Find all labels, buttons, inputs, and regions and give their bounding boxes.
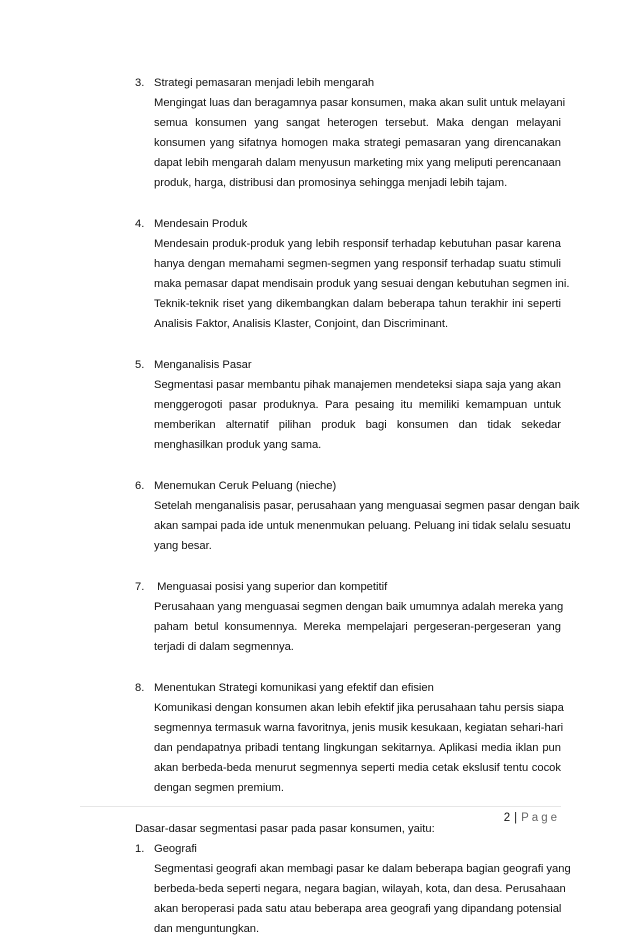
text-line: semua konsumen yang sangat heterogen tersebut. Maka dengan melayani — [154, 117, 561, 129]
footer-divider — [80, 806, 561, 807]
item-number: 7. — [135, 581, 145, 593]
text-line: Teknik-teknik riset yang dikembangkan dalam beberapa tahun terakhir ini seperti — [154, 298, 561, 310]
text-line: berbeda-beda seperti negara, negara bagian, wilayah, kota, dan desa. Perusahaan — [154, 883, 566, 895]
item-body — [154, 698, 564, 798]
item-body — [154, 859, 571, 939]
text-line: memberikan alternatif pilihan produk bagi konsumen dan tidak sekedar — [154, 419, 561, 431]
text-line: yang besar. — [154, 540, 212, 552]
text-line: segmennya termasuk warna favoritnya, jenis musik kesukaan, kegiatan sehari-hari — [154, 722, 564, 734]
list-item — [135, 839, 571, 939]
text-line: Komunikasi dengan konsumen akan lebih efektif jika perusahaan tahu persis siapa — [154, 702, 564, 714]
text-line: dengan segmen premium. — [154, 782, 284, 794]
item-title: Geografi — [154, 843, 197, 855]
page-footer — [504, 812, 560, 824]
text-line: menggerogoti pasar produknya. Para pesaing itu memiliki kemampuan untuk — [154, 399, 561, 411]
page-label: Page — [521, 812, 560, 824]
item-title: Menganalisis Pasar — [154, 359, 252, 371]
text-line: akan beroperasi pada satu atau beberapa area geografi yang dipandang potensial — [154, 903, 562, 915]
text-line: terjadi di dalam segmennya. — [154, 641, 294, 653]
item-body — [154, 597, 564, 657]
page-content — [135, 73, 580, 939]
list-item — [135, 73, 566, 193]
text-line: akan sampai pada ide untuk menenmukan peluang. Peluang ini tidak selalu sesuatu — [154, 520, 571, 532]
text-line: Analisis Faktor, Analisis Klaster, Conjoint, dan Discriminant. — [154, 318, 449, 330]
page-number: 2 — [503, 812, 511, 824]
section-intro: Dasar-dasar segmentasi pasar pada pasar konsumen, yaitu: — [135, 823, 435, 835]
list-item — [135, 476, 580, 556]
item-number: 8. — [135, 682, 145, 694]
text-line: produk, harga, distribusi dan promosinya sehingga menjadi lebih tajam. — [154, 177, 508, 189]
text-line: dan pendapatnya pribadi tentang lingkungan sekitarnya. Aplikasi media iklan pun — [154, 742, 561, 754]
item-body — [154, 93, 566, 193]
footer-separator: | — [514, 812, 518, 824]
list-item — [135, 355, 561, 455]
item-title: Menemukan Ceruk Peluang (nieche) — [154, 480, 337, 492]
item-number: 5. — [135, 359, 145, 371]
text-line: konsumen yang sifatnya homogen maka strategi pemasaran yang direncanakan — [154, 137, 561, 149]
item-body — [154, 375, 561, 455]
text-line: maka pemasar dapat mendisain produk yang sesuai dengan kebutuhan segmen ini. — [154, 278, 570, 290]
item-title: Strategi pemasaran menjadi lebih mengarah — [154, 77, 375, 89]
text-line: Segmentasi pasar membantu pihak manajemen mendeteksi siapa saja yang akan — [154, 379, 561, 391]
text-line: Mengingat luas dan beragamnya pasar konsumen, maka akan sulit untuk melayani — [154, 97, 566, 109]
text-line: hanya dengan memahami segmen-segmen yang responsif terhadap suatu stimuli — [154, 258, 561, 270]
item-number: 6. — [135, 480, 145, 492]
item-body — [154, 234, 570, 334]
item-body — [154, 496, 580, 556]
text-line: Perusahaan yang menguasai segmen dengan baik umumnya adalah mereka yang — [154, 601, 564, 613]
list-item — [135, 678, 564, 798]
item-number: 4. — [135, 218, 145, 230]
text-line: dan menguntungkan. — [154, 923, 260, 935]
item-title: Mendesain Produk — [154, 218, 248, 230]
text-line: paham betul konsumennya. Mereka mempelajari pergeseran-pergeseran yang — [154, 621, 561, 633]
list-item — [135, 577, 564, 657]
item-number: 3. — [135, 77, 145, 89]
text-line: Mendesain produk-produk yang lebih responsif terhadap kebutuhan pasar karena — [154, 238, 561, 250]
text-line: Setelah menganalisis pasar, perusahaan yang menguasai segmen pasar dengan baik — [154, 500, 580, 512]
item-title: Menguasai posisi yang superior dan kompetitif — [154, 581, 388, 593]
item-title: Menentukan Strategi komunikasi yang efektif dan efisien — [154, 682, 434, 694]
list-item — [135, 214, 570, 334]
text-line: akan berbeda-beda menurut segmennya seperti media cetak ekslusif tentu cocok — [154, 762, 561, 774]
item-number: 1. — [135, 843, 145, 855]
text-line: Segmentasi geografi akan membagi pasar ke dalam beberapa bagian geografi yang — [154, 863, 571, 875]
text-line: menghasilkan produk yang sama. — [154, 439, 322, 451]
text-line: dapat lebih mengarah dalam menyusun marketing mix yang meliputi perencanaan — [154, 157, 561, 169]
